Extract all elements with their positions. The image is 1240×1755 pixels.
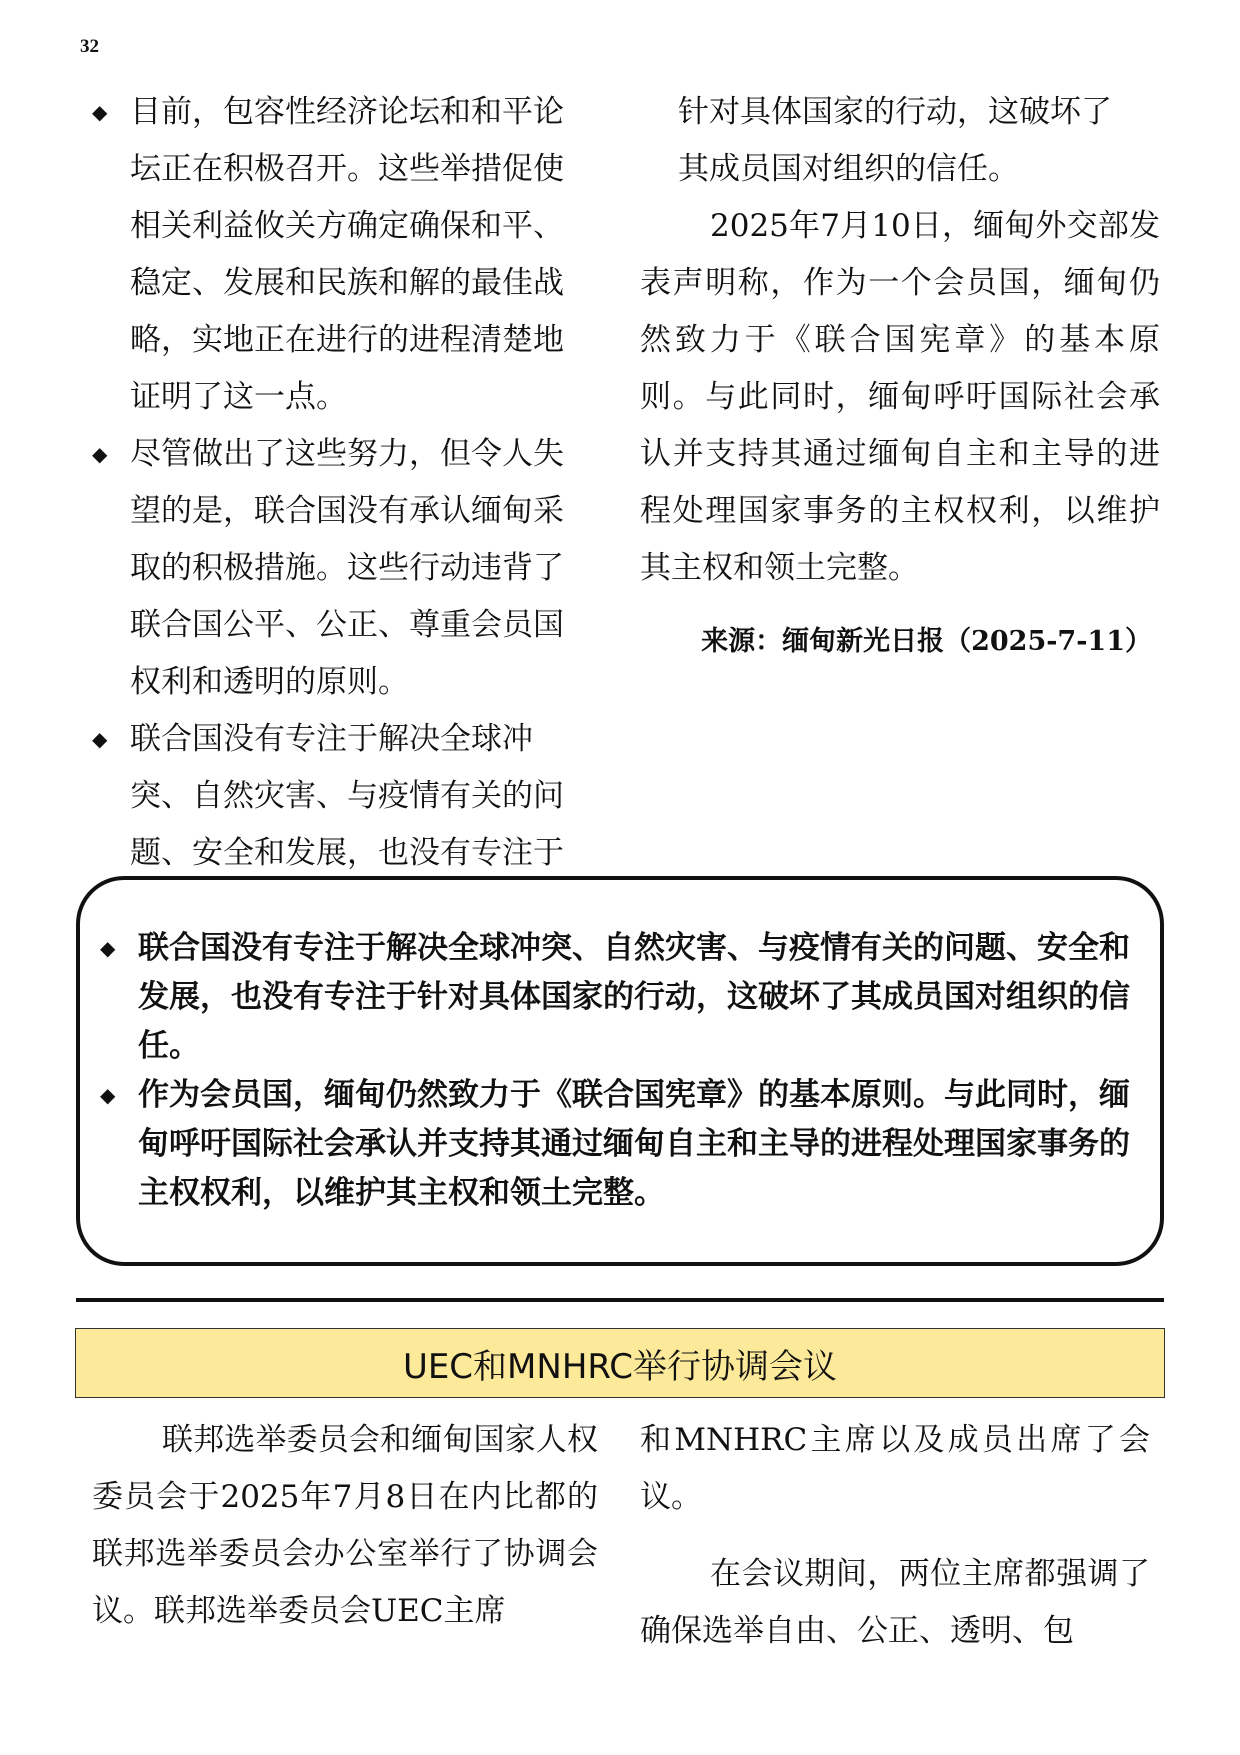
summary-bullet-1: [100, 924, 1140, 1071]
bullet-3-line-3: 题、安全和发展，也没有专注于: [130, 835, 564, 871]
bullet-1-line-5: 略，实地正在进行的进程清楚地: [130, 322, 564, 358]
bullet-2-line-3: 取的积极措施。这些行动违背了: [130, 550, 564, 586]
summary-bullet-2: [100, 1071, 1140, 1218]
bullet-2-line-1: 尽管做出了这些努力，但令人失: [130, 436, 564, 472]
lower-left-column: [92, 1412, 598, 1640]
upper-right-column: [640, 84, 1160, 670]
bullet-item-1: [92, 84, 612, 426]
summary-box: [76, 876, 1164, 1266]
continuation-line-1: 针对具体国家的行动，这破坏了: [678, 94, 1112, 130]
bullet-1-line-3: 相关利益攸关方确定确保和平、: [130, 208, 564, 244]
section-title-banner: [75, 1328, 1165, 1398]
lower-left-paragraph: 联邦选举委员会和缅甸国家人权委员会于2025年7月8日在内比都的联邦选举委员会办公室举行了协调会议。联邦选举委员会UEC主席: [92, 1422, 598, 1629]
upper-left-column: [92, 84, 612, 882]
summary-bullet-2-text: 作为会员国，缅甸仍然致力于《联合国宪章》的基本原则。与此同时，缅甸呼吁国际社会承认并支持其通过缅甸自主和主导的进程处理国家事务的主权权利，以维护其主权和领土完整。: [138, 1077, 1130, 1211]
bullet-1-line-2: 坛正在积极召开。这些举措促使: [130, 151, 564, 187]
page-number: 32: [80, 36, 99, 57]
section-divider: [76, 1298, 1164, 1302]
bullet-2-line-4: 联合国公平、公正、尊重会员国: [130, 607, 564, 643]
bullet-item-2: [92, 426, 612, 711]
bullet-1-line-4: 稳定、发展和民族和解的最佳战: [130, 265, 564, 301]
bullet-2-line-5: 权利和透明的原则。: [130, 664, 409, 700]
bullet-1-line-6: 证明了这一点。: [130, 379, 347, 415]
summary-bullet-1-text: 联合国没有专注于解决全球冲突、自然灾害、与疫情有关的问题、安全和发展，也没有专注于针对具体国家的行动，这破坏了其成员国对组织的信任。: [138, 930, 1130, 1064]
bullet-1-line-1: 目前，包容性经济论坛和和平论: [130, 94, 564, 130]
section-title: UEC和MNHRC举行协调会议: [402, 1346, 838, 1387]
diamond-bullet-icon: ◆: [92, 100, 108, 124]
bullet-3-line-2: 突、自然灾害、与疫情有关的问: [130, 778, 564, 814]
diamond-bullet-icon: ◆: [100, 1083, 116, 1107]
source-citation: 来源：缅甸新光日报（2025-7-11）: [701, 626, 1152, 657]
lower-right-paragraph-2: 在会议期间，两位主席都强调了确保选举自由、公正、透明、包: [640, 1556, 1150, 1649]
diamond-bullet-icon: ◆: [92, 442, 108, 466]
diamond-bullet-icon: ◆: [100, 936, 116, 960]
statement-paragraph: 2025年7月10日，缅甸外交部发表声明称，作为一个会员国，缅甸仍然致力于《联合国宪章》的基本原则。与此同时，缅甸呼吁国际社会承认并支持其通过缅甸自主和主导的进程处理国家事务的主权权利，以维护其主权和领土完整。: [640, 208, 1160, 586]
lower-right-column: [640, 1412, 1150, 1660]
continuation-line-2: 其成员国对组织的信任。: [678, 151, 1019, 187]
bullet-3-line-1: 联合国没有专注于解决全球冲: [130, 721, 533, 757]
bullet-2-line-2: 望的是，联合国没有承认缅甸采: [130, 493, 564, 529]
bullet-item-3: [92, 711, 612, 882]
diamond-bullet-icon: ◆: [92, 727, 108, 751]
lower-right-paragraph-1: 和MNHRC主席以及成员出席了会议。: [640, 1422, 1150, 1515]
